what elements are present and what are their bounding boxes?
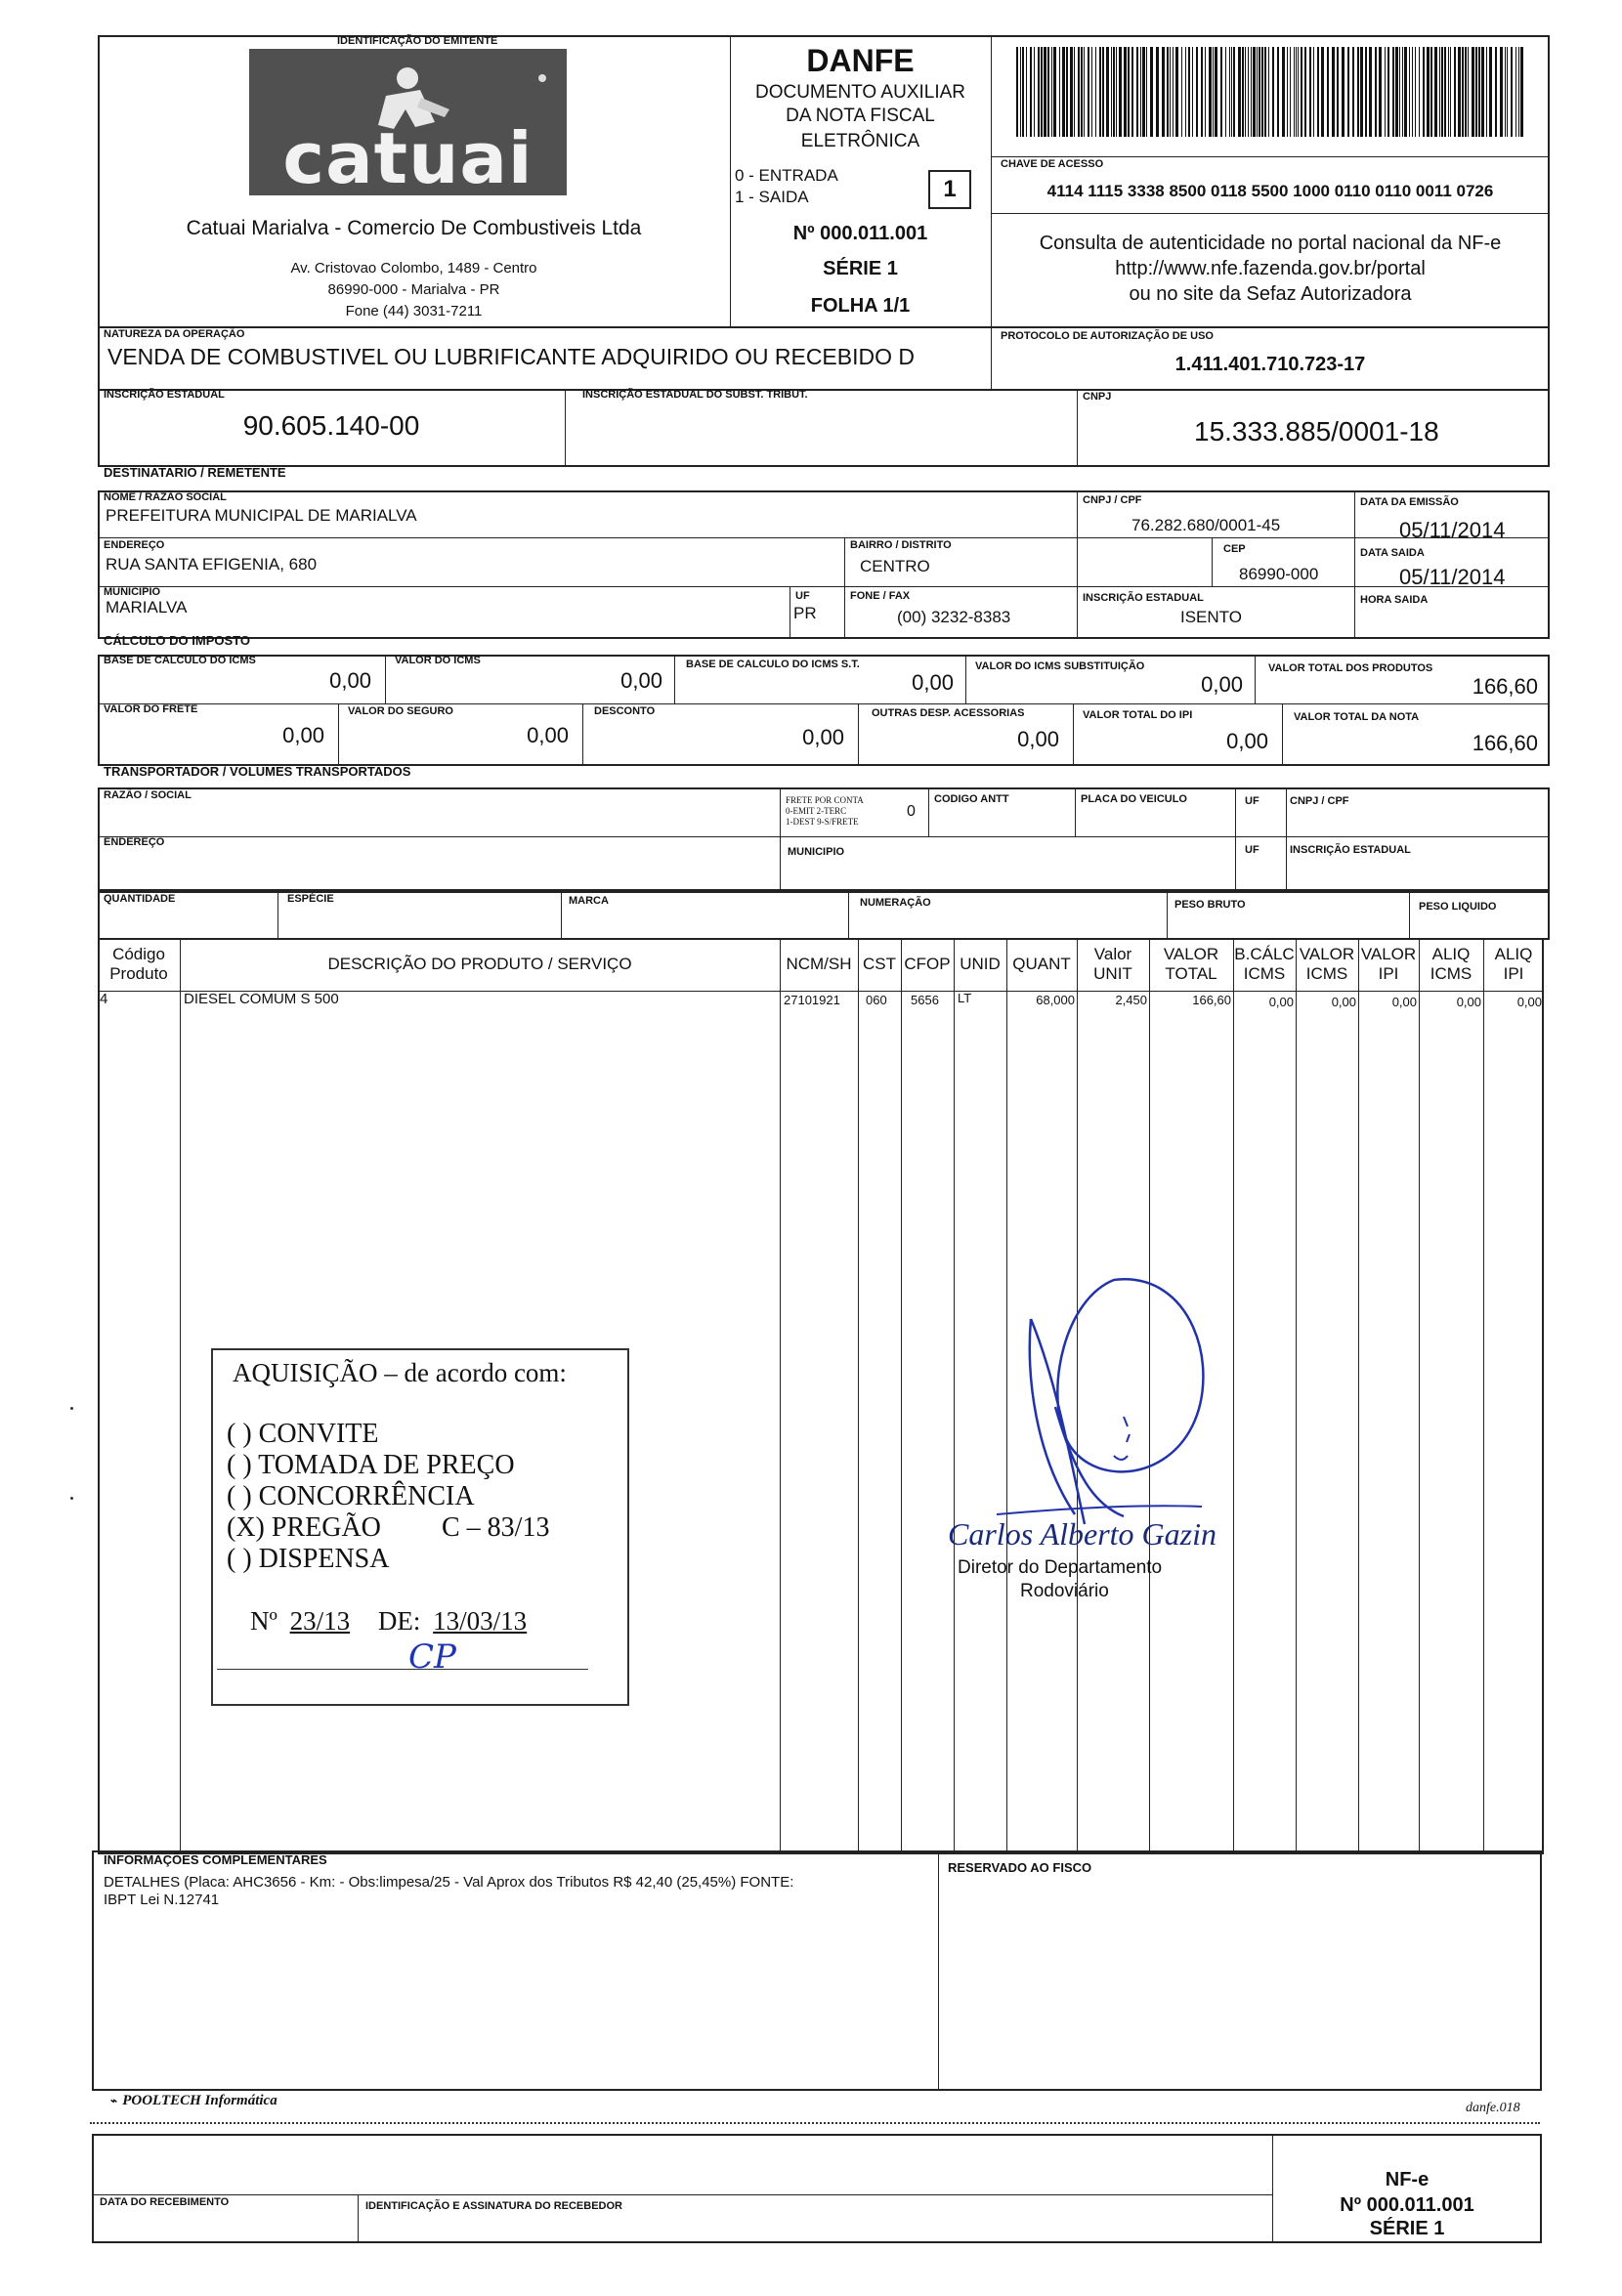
- stamp-title: AQUISIÇÃO – de acordo com:: [233, 1358, 567, 1387]
- emitente-address2: 86990-000 - Marialva - PR: [327, 281, 500, 298]
- row-ncm: 27101921: [784, 993, 840, 1007]
- peso-bruto-label: PESO BRUTO: [1174, 899, 1246, 911]
- desconto-label: DESCONTO: [594, 705, 656, 717]
- placa-label: PLACA DO VEICULO: [1081, 793, 1187, 805]
- v-st-value: 0,00: [1201, 672, 1243, 697]
- dest-municipio-label: MUNICIPIO: [104, 586, 161, 598]
- stamp-number: 23/13: [289, 1606, 351, 1636]
- catuai-logo: [249, 49, 567, 199]
- col-descricao: DESCRIÇÃO DO PRODUTO / SERVIÇO: [327, 955, 632, 973]
- stamp-date: 13/03/13: [433, 1606, 528, 1636]
- frete-label: VALOR DO FRETE: [104, 703, 198, 715]
- transporte-section: TRANSPORTADOR / VOLUMES TRANSPORTADOS: [104, 764, 411, 779]
- ie-st-label: INSCRIÇÃO ESTADUAL DO SUBST. TRIBUT.: [582, 389, 808, 401]
- antt-label: CODIGO ANTT: [934, 793, 1009, 805]
- v-st-label: VALOR DO ICMS SUBSTITUIÇÃO: [975, 660, 1145, 672]
- dest-cnpj-label: CNPJ / CPF: [1083, 494, 1142, 506]
- dest-ie-label: INSCRIÇÃO ESTADUAL: [1083, 592, 1204, 604]
- signature-name: Carlos Alberto Gazin: [948, 1516, 1216, 1552]
- dest-fone: (00) 3232-8383: [897, 608, 1011, 626]
- footer-nfe: NF-e: [1385, 2169, 1430, 2190]
- transp-municipio-label: MUNICIPIO: [788, 846, 845, 858]
- v-icms-value: 0,00: [620, 668, 662, 693]
- signature-scribble: [938, 1260, 1231, 1553]
- nota-label: VALOR TOTAL DA NOTA: [1294, 711, 1420, 723]
- stamp-convite: ( ) CONVITE: [227, 1419, 379, 1449]
- chave-label: CHAVE DE ACESSO: [1001, 158, 1104, 170]
- dest-ie: ISENTO: [1180, 608, 1242, 626]
- cnpj-value: 15.333.885/0001-18: [1194, 416, 1439, 446]
- ipi-value: 0,00: [1226, 729, 1268, 753]
- ipi-label: VALOR TOTAL DO IPI: [1083, 709, 1193, 721]
- col-unid: UNID: [960, 955, 1001, 973]
- pooltech-credit: ⌁ POOLTECH Informática: [109, 2093, 277, 2108]
- frete-por-conta: FRETE POR CONTA 0-EMIT 2-TERC 1-DEST 9-S/FRETE: [786, 795, 864, 827]
- row-v-icms: 0,00: [1331, 995, 1356, 1009]
- info-text-line2: IBPT Lei N.12741: [104, 1892, 220, 1908]
- bc-st-label: BASE DE CALCULO DO ICMS S.T.: [686, 659, 860, 670]
- v-icms-label: VALOR DO ICMS: [395, 655, 481, 666]
- stamp-number-line: Nº 23/13 DE: 13/03/13: [250, 1606, 528, 1636]
- signature-role2: Rodoviário: [1020, 1581, 1109, 1601]
- ie-value: 90.605.140-00: [242, 410, 420, 441]
- numeracao-label: NUMERAÇÃO: [860, 897, 931, 909]
- dest-cep-label: CEP: [1223, 543, 1246, 555]
- logo-wordmark: catuai: [282, 117, 534, 199]
- dest-fone-label: FONE / FAX: [850, 590, 911, 602]
- danfe-sub2: DA NOTA FISCAL: [786, 106, 935, 126]
- emitente-id-label: IDENTIFICAÇÃO DO EMITENTE: [337, 35, 498, 47]
- dest-endereco-label: ENDEREÇO: [104, 539, 165, 551]
- row-bc-icms: 0,00: [1268, 995, 1294, 1009]
- tipo-box: 1: [928, 170, 971, 209]
- signature-icon: [938, 1260, 1231, 1553]
- emitente-name: Catuai Marialva - Comercio De Combustiveis Ltda: [186, 217, 642, 239]
- row-unid: LT: [958, 991, 972, 1005]
- danfe-numero: Nº 000.011.001: [792, 223, 928, 244]
- dest-cnpj: 76.282.680/0001-45: [1131, 516, 1281, 534]
- dest-uf: PR: [793, 604, 817, 622]
- bc-icms-value: 0,00: [329, 668, 371, 693]
- nota-value: 166,60: [1472, 731, 1538, 755]
- margin-dot: [70, 1497, 73, 1500]
- transp-cnpj-label: CNPJ / CPF: [1290, 795, 1349, 807]
- frete-value: 0,00: [282, 723, 324, 747]
- row-aliq-icms: 0,00: [1456, 995, 1481, 1009]
- cnpj-label: CNPJ: [1083, 391, 1112, 403]
- info-text-line1: DETALHES (Placa: AHC3656 - Km: - Obs:limpesa/25 - Val Aprox dos Tributos R$ 42,40 (25,45%) FONTE:: [104, 1874, 794, 1891]
- col-vunit: Valor UNIT: [1093, 945, 1132, 983]
- row-aliq-ipi: 0,00: [1516, 995, 1542, 1009]
- barcode: [1016, 47, 1524, 137]
- outras-value: 0,00: [1017, 727, 1059, 751]
- especie-label: ESPÉCIE: [287, 893, 334, 905]
- peso-liquido-label: PESO LIQUIDO: [1419, 901, 1497, 913]
- dest-municipio: MARIALVA: [106, 598, 188, 617]
- transp-uf-label: UF: [1245, 795, 1259, 807]
- hora-saida-label: HORA SAIDA: [1360, 594, 1429, 606]
- ie-label: INSCRIÇÃO ESTADUAL: [104, 389, 225, 401]
- dest-nome: PREFEITURA MUNICIPAL DE MARIALVA: [106, 506, 417, 525]
- col-ncm: NCM/SH: [786, 955, 852, 973]
- bc-icms-label: BASE DE CALCULO DO ICMS: [104, 655, 256, 666]
- natureza-value: VENDA DE COMBUSTIVEL OU LUBRIFICANTE ADQUIRIDO OU RECEBIDO D: [107, 344, 916, 369]
- margin-dot: [70, 1407, 73, 1410]
- dest-endereco: RUA SANTA EFIGENIA, 680: [106, 555, 318, 574]
- stamp-concorrencia: ( ) CONCORRÊNCIA: [227, 1481, 475, 1511]
- dest-bairro-label: BAIRRO / DISTRITO: [850, 539, 952, 551]
- consulta-line3: ou no site da Sefaz Autorizadora: [1129, 283, 1412, 305]
- col-quant: QUANT: [1012, 955, 1071, 973]
- row-cst: 060: [866, 993, 887, 1007]
- danfe-sub1: DOCUMENTO AUXILIAR: [754, 82, 966, 103]
- danfe-serie: SÉRIE 1: [823, 258, 898, 279]
- transp-endereco-label: ENDEREÇO: [104, 836, 165, 848]
- row-vtotal: 166,60: [1192, 993, 1231, 1007]
- danfe-code: danfe.018: [1466, 2101, 1520, 2115]
- col-cfop: CFOP: [904, 955, 951, 973]
- footer-serie: SÉRIE 1: [1369, 2218, 1445, 2239]
- pooltech-logo-icon: ⌁: [109, 2094, 117, 2107]
- emissao-label: DATA DA EMISSÃO: [1360, 496, 1459, 508]
- fisco-label: RESERVADO AO FISCO: [948, 1860, 1092, 1875]
- seguro-value: 0,00: [527, 723, 569, 747]
- protocolo-label: PROTOCOLO DE AUTORIZAÇÃO DE USO: [1001, 330, 1214, 342]
- saida-date-label: DATA SAIDA: [1360, 547, 1425, 559]
- col-vtotal: VALOR TOTAL: [1163, 945, 1219, 983]
- destinatario-section: DESTINATARIO / REMETENTE: [104, 465, 286, 480]
- row-vunit: 2,450: [1115, 993, 1147, 1007]
- dest-nome-label: NOME / RAZÃO SOCIAL: [104, 491, 227, 503]
- protocolo-value: 1.411.401.710.723-17: [1174, 354, 1366, 375]
- stamp-pregao-number: C – 83/13: [442, 1512, 550, 1543]
- dest-uf-label: UF: [795, 590, 810, 602]
- transp-razao-label: RAZÃO / SOCIAL: [104, 789, 192, 801]
- recebimento-label: DATA DO RECEBIMENTO: [100, 2196, 230, 2208]
- col-aliq-ipi: ALIQ IPI: [1494, 945, 1533, 983]
- emitente-address1: Av. Cristovao Colombo, 1489 - Centro: [290, 260, 537, 276]
- bc-st-value: 0,00: [912, 670, 954, 695]
- row-v-ipi: 0,00: [1391, 995, 1417, 1009]
- transp-uf2-label: UF: [1245, 844, 1259, 856]
- row-cfop: 5656: [911, 993, 939, 1007]
- consulta-line2: http://www.nfe.fazenda.gov.br/portal: [1115, 258, 1426, 279]
- seguro-label: VALOR DO SEGURO: [348, 705, 453, 717]
- desconto-value: 0,00: [802, 725, 844, 749]
- info-label: INFORMAÇÕES COMPLEMENTARES: [104, 1852, 327, 1867]
- dest-bairro: CENTRO: [860, 557, 930, 575]
- danfe-folha: FOLHA 1/1: [810, 295, 911, 317]
- danfe-title: DANFE: [806, 43, 915, 78]
- barcode-icon: [1016, 47, 1524, 137]
- col-codigo: Código Produto: [109, 945, 168, 983]
- natureza-label: NATUREZA DA OPERAÇÃO: [104, 328, 245, 340]
- row-codigo: 4: [100, 991, 108, 1007]
- v-prod-label: VALOR TOTAL DOS PRODUTOS: [1268, 662, 1433, 674]
- entrada-label: 0 - ENTRADA: [735, 166, 838, 185]
- emissao-date: 05/11/2014: [1399, 518, 1506, 542]
- aquisicao-stamp: [211, 1348, 629, 1706]
- stamp-initials: CP: [408, 1637, 456, 1677]
- stamp-dispensa: ( ) DISPENSA: [227, 1544, 390, 1574]
- col-cst: CST: [863, 955, 896, 973]
- consulta-line1: Consulta de autenticidade no portal nacional da NF-e: [1039, 233, 1502, 254]
- stamp-tomada: ( ) TOMADA DE PREÇO: [227, 1450, 515, 1480]
- row-descricao: DIESEL COMUM S 500: [184, 991, 339, 1007]
- row-quant: 68,000: [1036, 993, 1075, 1007]
- emitente-phone: Fone (44) 3031-7211: [345, 303, 483, 319]
- stamp-pregao: (X) PREGÃO: [227, 1512, 381, 1543]
- footer-numero: Nº 000.011.001: [1340, 2194, 1474, 2216]
- cut-line: [90, 2122, 1540, 2124]
- imposto-section: CÁLCULO DO IMPOSTO: [104, 633, 250, 648]
- dest-cep: 86990-000: [1239, 565, 1319, 583]
- qtd-label: QUANTIDADE: [104, 893, 176, 905]
- col-v-icms: VALOR ICMS: [1299, 945, 1355, 983]
- danfe-sub3: ELETRÔNICA: [800, 131, 920, 151]
- signature-role1: Diretor do Departamento: [958, 1557, 1163, 1578]
- col-bc-icms: B.CÁLC ICMS: [1234, 945, 1295, 983]
- col-aliq-icms: ALIQ ICMS: [1430, 945, 1473, 983]
- saida-date: 05/11/2014: [1399, 565, 1506, 589]
- v-prod-value: 166,60: [1472, 674, 1538, 699]
- assinatura-label: IDENTIFICAÇÃO E ASSINATURA DO RECEBEDOR: [365, 2200, 622, 2212]
- frete-modalidade: 0: [907, 803, 916, 820]
- saida-label: 1 - SAIDA: [735, 188, 809, 206]
- col-v-ipi: VALOR IPI: [1360, 945, 1417, 983]
- chave-value: 4114 1115 3338 8500 0118 5500 1000 0110 0110 0011 0726: [1046, 182, 1494, 200]
- outras-label: OUTRAS DESP. ACESSORIAS: [872, 707, 1025, 719]
- marca-label: MARCA: [569, 895, 609, 907]
- transp-ie-label: INSCRIÇÃO ESTADUAL: [1290, 844, 1411, 856]
